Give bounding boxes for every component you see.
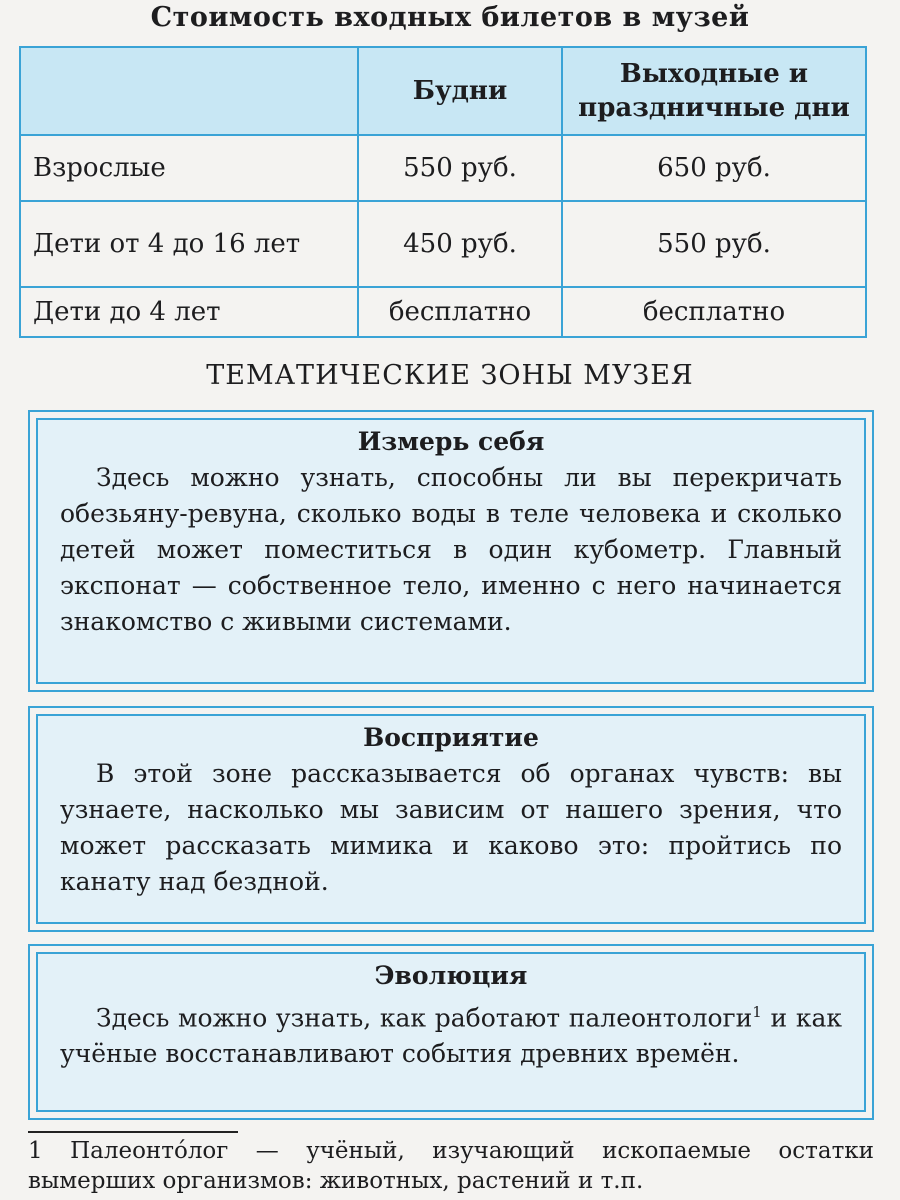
row-weekday-price: 550 руб. <box>358 135 562 201</box>
footnote-text: Палеонто́лог — учёный, изучающий ископаемые остатки вымерших организмов: животных, растений и т.п. <box>28 1138 874 1194</box>
row-weekend-price: 650 руб. <box>562 135 866 201</box>
zone-heading: Эволюция <box>374 961 528 990</box>
header-category <box>20 47 358 135</box>
row-weekend-price: бесплатно <box>562 287 866 337</box>
zone-box-evolution <box>28 944 874 1120</box>
zone-box-measure-yourself <box>28 410 874 692</box>
header-weekend: Выходные и праздничные дни <box>562 47 866 135</box>
zone-heading: Измерь себя <box>357 427 545 456</box>
zone-text <box>60 994 842 1072</box>
table-row <box>20 201 866 287</box>
price-table <box>19 46 867 338</box>
zone-text: В этой зоне рассказывается об органах чувств: вы узнаете, насколько мы зависим от нашего зрения, что может рассказать мимика и каково это: пройтись по канату над бездной. <box>60 759 842 896</box>
zone-text-part: и как учёные восстанавливают события древних времён. <box>60 1003 842 1069</box>
row-category: Дети до 4 лет <box>20 287 358 337</box>
footnote-reference: 1 <box>752 1003 762 1021</box>
footnote-mark: 1 <box>28 1138 43 1164</box>
zones-title: ТЕМАТИЧЕСКИЕ ЗОНЫ МУЗЕЯ <box>206 360 694 391</box>
zone-heading: Восприятие <box>363 723 539 752</box>
row-weekday-price: бесплатно <box>358 287 562 337</box>
table-row <box>20 287 866 337</box>
row-weekday-price: 450 руб. <box>358 201 562 287</box>
table-row <box>20 135 866 201</box>
zone-text: Здесь можно узнать, способны ли вы перекричать обезьяну-ревуна, сколько воды в теле человека и сколько детей может поместиться в один кубометр. Главный экспонат — собственное тело, именно с него начинается знакомство с живыми системами. <box>60 463 842 636</box>
row-category: Дети от 4 до 16 лет <box>20 201 358 287</box>
zone-text-part: Здесь можно узнать, как работают палеонтологи <box>96 1003 753 1033</box>
footnote-divider <box>28 1131 238 1133</box>
header-weekday: Будни <box>358 47 562 135</box>
price-table-title: Стоимость входных билетов в музей <box>150 2 750 33</box>
footnote <box>28 1136 874 1196</box>
price-table-header <box>20 47 866 135</box>
row-weekend-price: 550 руб. <box>562 201 866 287</box>
row-category: Взрослые <box>20 135 358 201</box>
zone-box-perception <box>28 706 874 932</box>
